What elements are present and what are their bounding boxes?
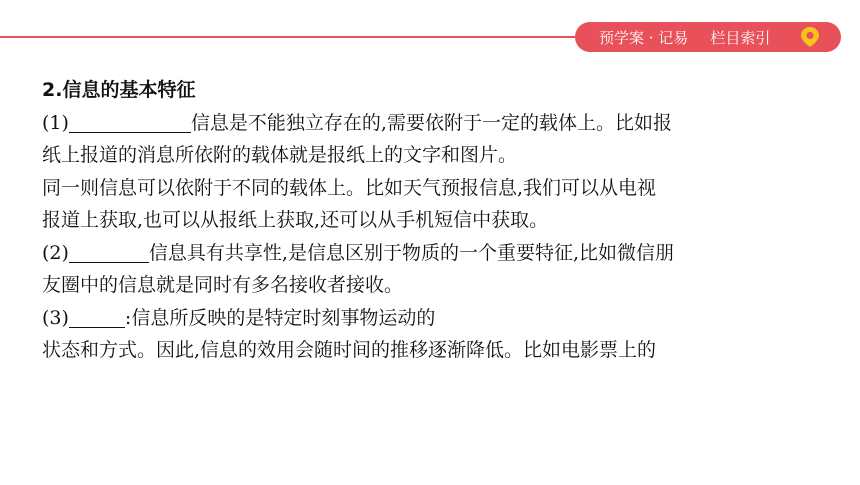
paragraph-3-continued: 友圈中的信息就是同时有多名接收者接收。 bbox=[42, 274, 404, 296]
section-heading: 2.信息的基本特征 bbox=[42, 79, 196, 101]
paragraph-4 bbox=[42, 302, 822, 335]
top-navigation-bar bbox=[0, 0, 860, 56]
paragraph-2: 同一则信息可以依附于不同的载体上。比如天气预报信息,我们可以从电视 bbox=[42, 176, 657, 199]
fill-in-blank[interactable] bbox=[69, 305, 125, 328]
paragraph-1 bbox=[42, 107, 822, 140]
fill-in-blank[interactable] bbox=[69, 240, 149, 263]
paragraph-3 bbox=[42, 237, 822, 270]
paragraph-text: :信息所反映的是特定时刻事物运动的 bbox=[124, 306, 436, 329]
document-body bbox=[42, 74, 822, 367]
paragraph-4-continued: 状态和方式。因此,信息的效用会随时间的推移逐渐降低。比如电影票上的 bbox=[42, 339, 657, 361]
fill-in-blank[interactable] bbox=[69, 110, 191, 133]
item-number: (3) bbox=[42, 306, 69, 329]
location-pin-icon[interactable] bbox=[799, 26, 821, 48]
paragraph-1-continued: 纸上报道的消息所依附的载体就是报纸上的文字和图片。 bbox=[42, 144, 518, 166]
paragraph-text: 信息具有共享性,是信息区别于物质的一个重要特征,比如微信朋 bbox=[148, 241, 675, 264]
item-number: (1) bbox=[42, 111, 69, 134]
paragraph-2-continued: 报道上获取,也可以从报纸上获取,还可以从手机短信中获取。 bbox=[42, 209, 549, 231]
index-label[interactable]: 栏目索引 bbox=[710, 28, 771, 47]
section-index-badge[interactable] bbox=[575, 22, 841, 52]
section-label: 预学案 · 记易 bbox=[599, 28, 689, 47]
paragraph-text: 信息是不能独立存在的,需要依附于一定的载体上。比如报 bbox=[190, 111, 672, 134]
header-divider-line bbox=[0, 36, 575, 38]
item-number: (2) bbox=[42, 241, 69, 264]
